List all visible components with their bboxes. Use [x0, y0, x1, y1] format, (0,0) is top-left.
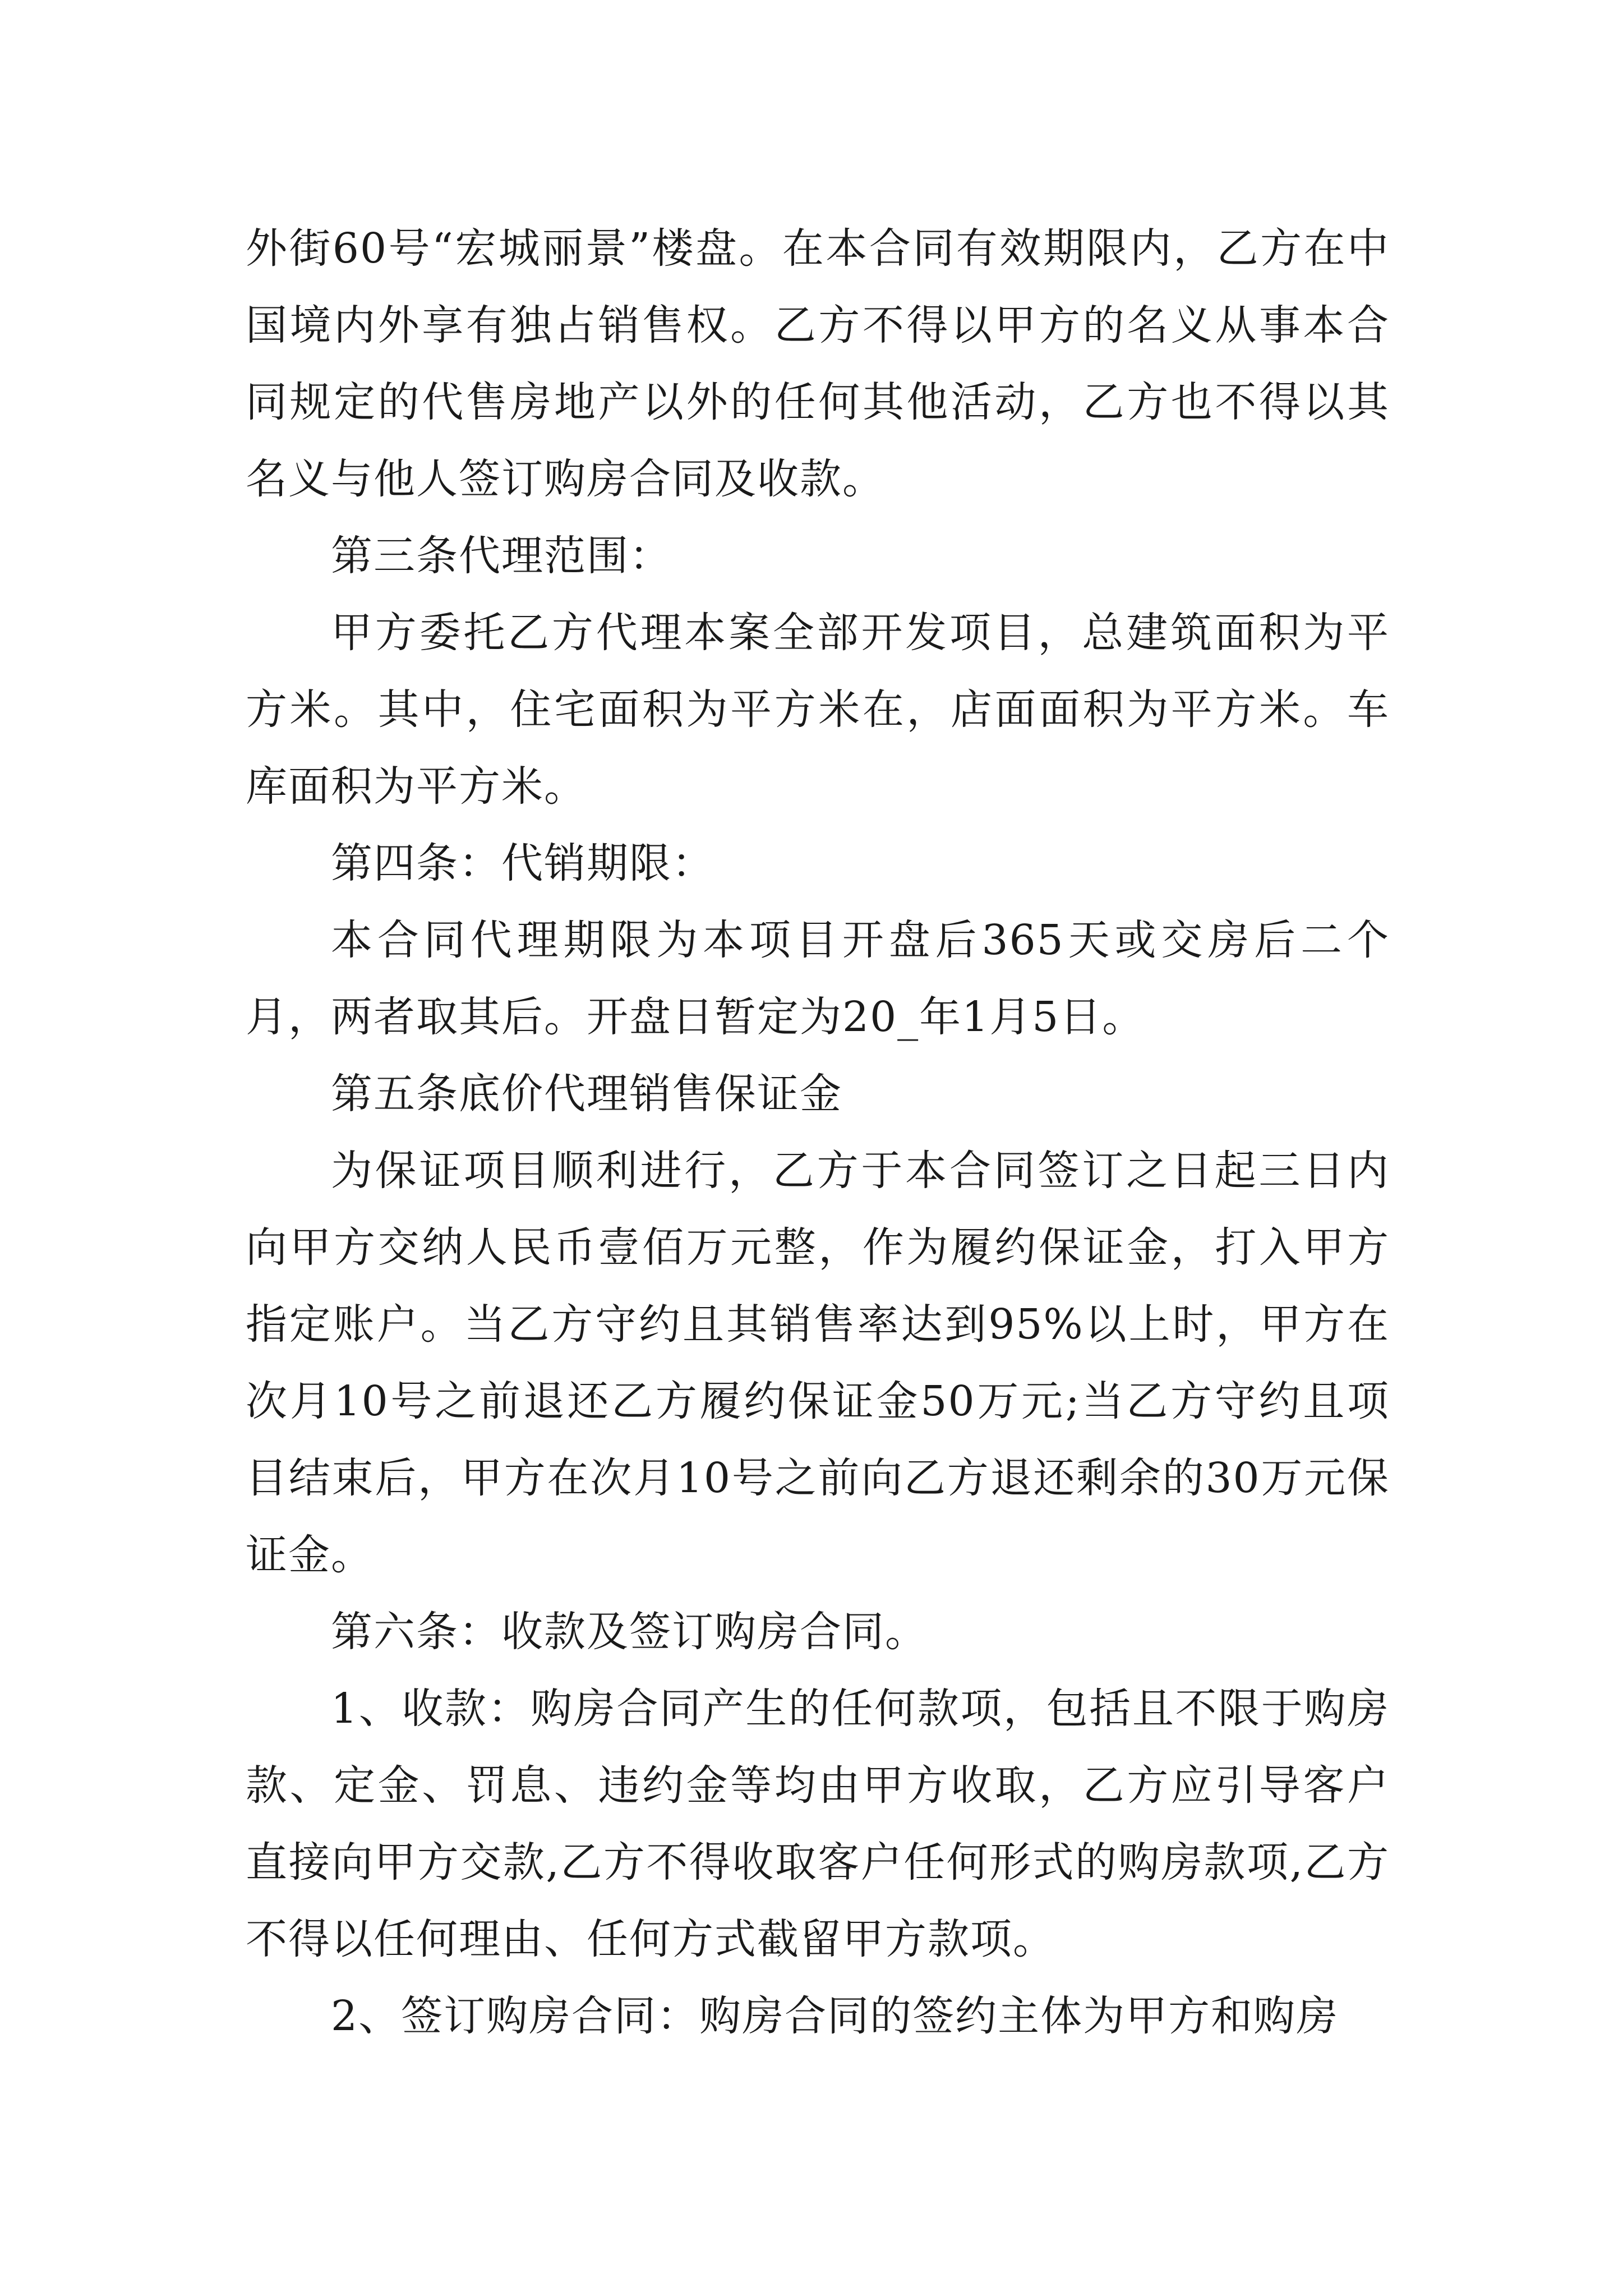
article-5-heading: 第五条底价代理销售保证金	[331, 1070, 842, 1118]
document-body	[246, 210, 1390, 2055]
article-6-heading: 第六条：收款及签订购房合同。	[331, 1608, 928, 1656]
article-3-body: 甲方委托乙方代理本案全部开发项目，总建筑面积为平方米。其中，住宅面积为平方米在，店面面积为平方米。车库面积为平方米。	[246, 609, 1390, 811]
article-4-heading: 第四条：代销期限：	[331, 839, 714, 887]
article-6-item-1: 1、收款：购房合同产生的任何款项，包括且不限于购房款、定金、罚息、违约金等均由甲方收取，乙方应引导客户直接向甲方交款,乙方不得收取客户任何形式的购房款项,乙方不得以任何理由、任何方式截留甲方款项。	[246, 1685, 1390, 1963]
article-5-body: 为保证项目顺利进行，乙方于本合同签订之日起三日内向甲方交纳人民币壹佰万元整，作为履约保证金，打入甲方指定账户。当乙方守约且其销售率达到95%以上时，甲方在次月10号之前退还乙方履约保证金50万元;当乙方守约且项目结束后，甲方在次月10号之前向乙方退还剩余的30万元保证金。	[246, 1147, 1390, 1579]
paragraph-continuation: 外街60号“宏城丽景”楼盘。在本合同有效期限内，乙方在中国境内外享有独占销售权。乙方不得以甲方的名义从事本合同规定的代售房地产以外的任何其他活动，乙方也不得以其名义与他人签订购房合同及收款。	[246, 224, 1390, 503]
article-4-body: 本合同代理期限为本项目开盘后365天或交房后二个月，两者取其后。开盘日暂定为20_年1月5日。	[246, 916, 1390, 1041]
article-6-item-2: 2、签订购房合同：购房合同的签约主体为甲方和购房	[331, 1992, 1339, 2040]
article-3-heading: 第三条代理范围：	[331, 532, 672, 580]
